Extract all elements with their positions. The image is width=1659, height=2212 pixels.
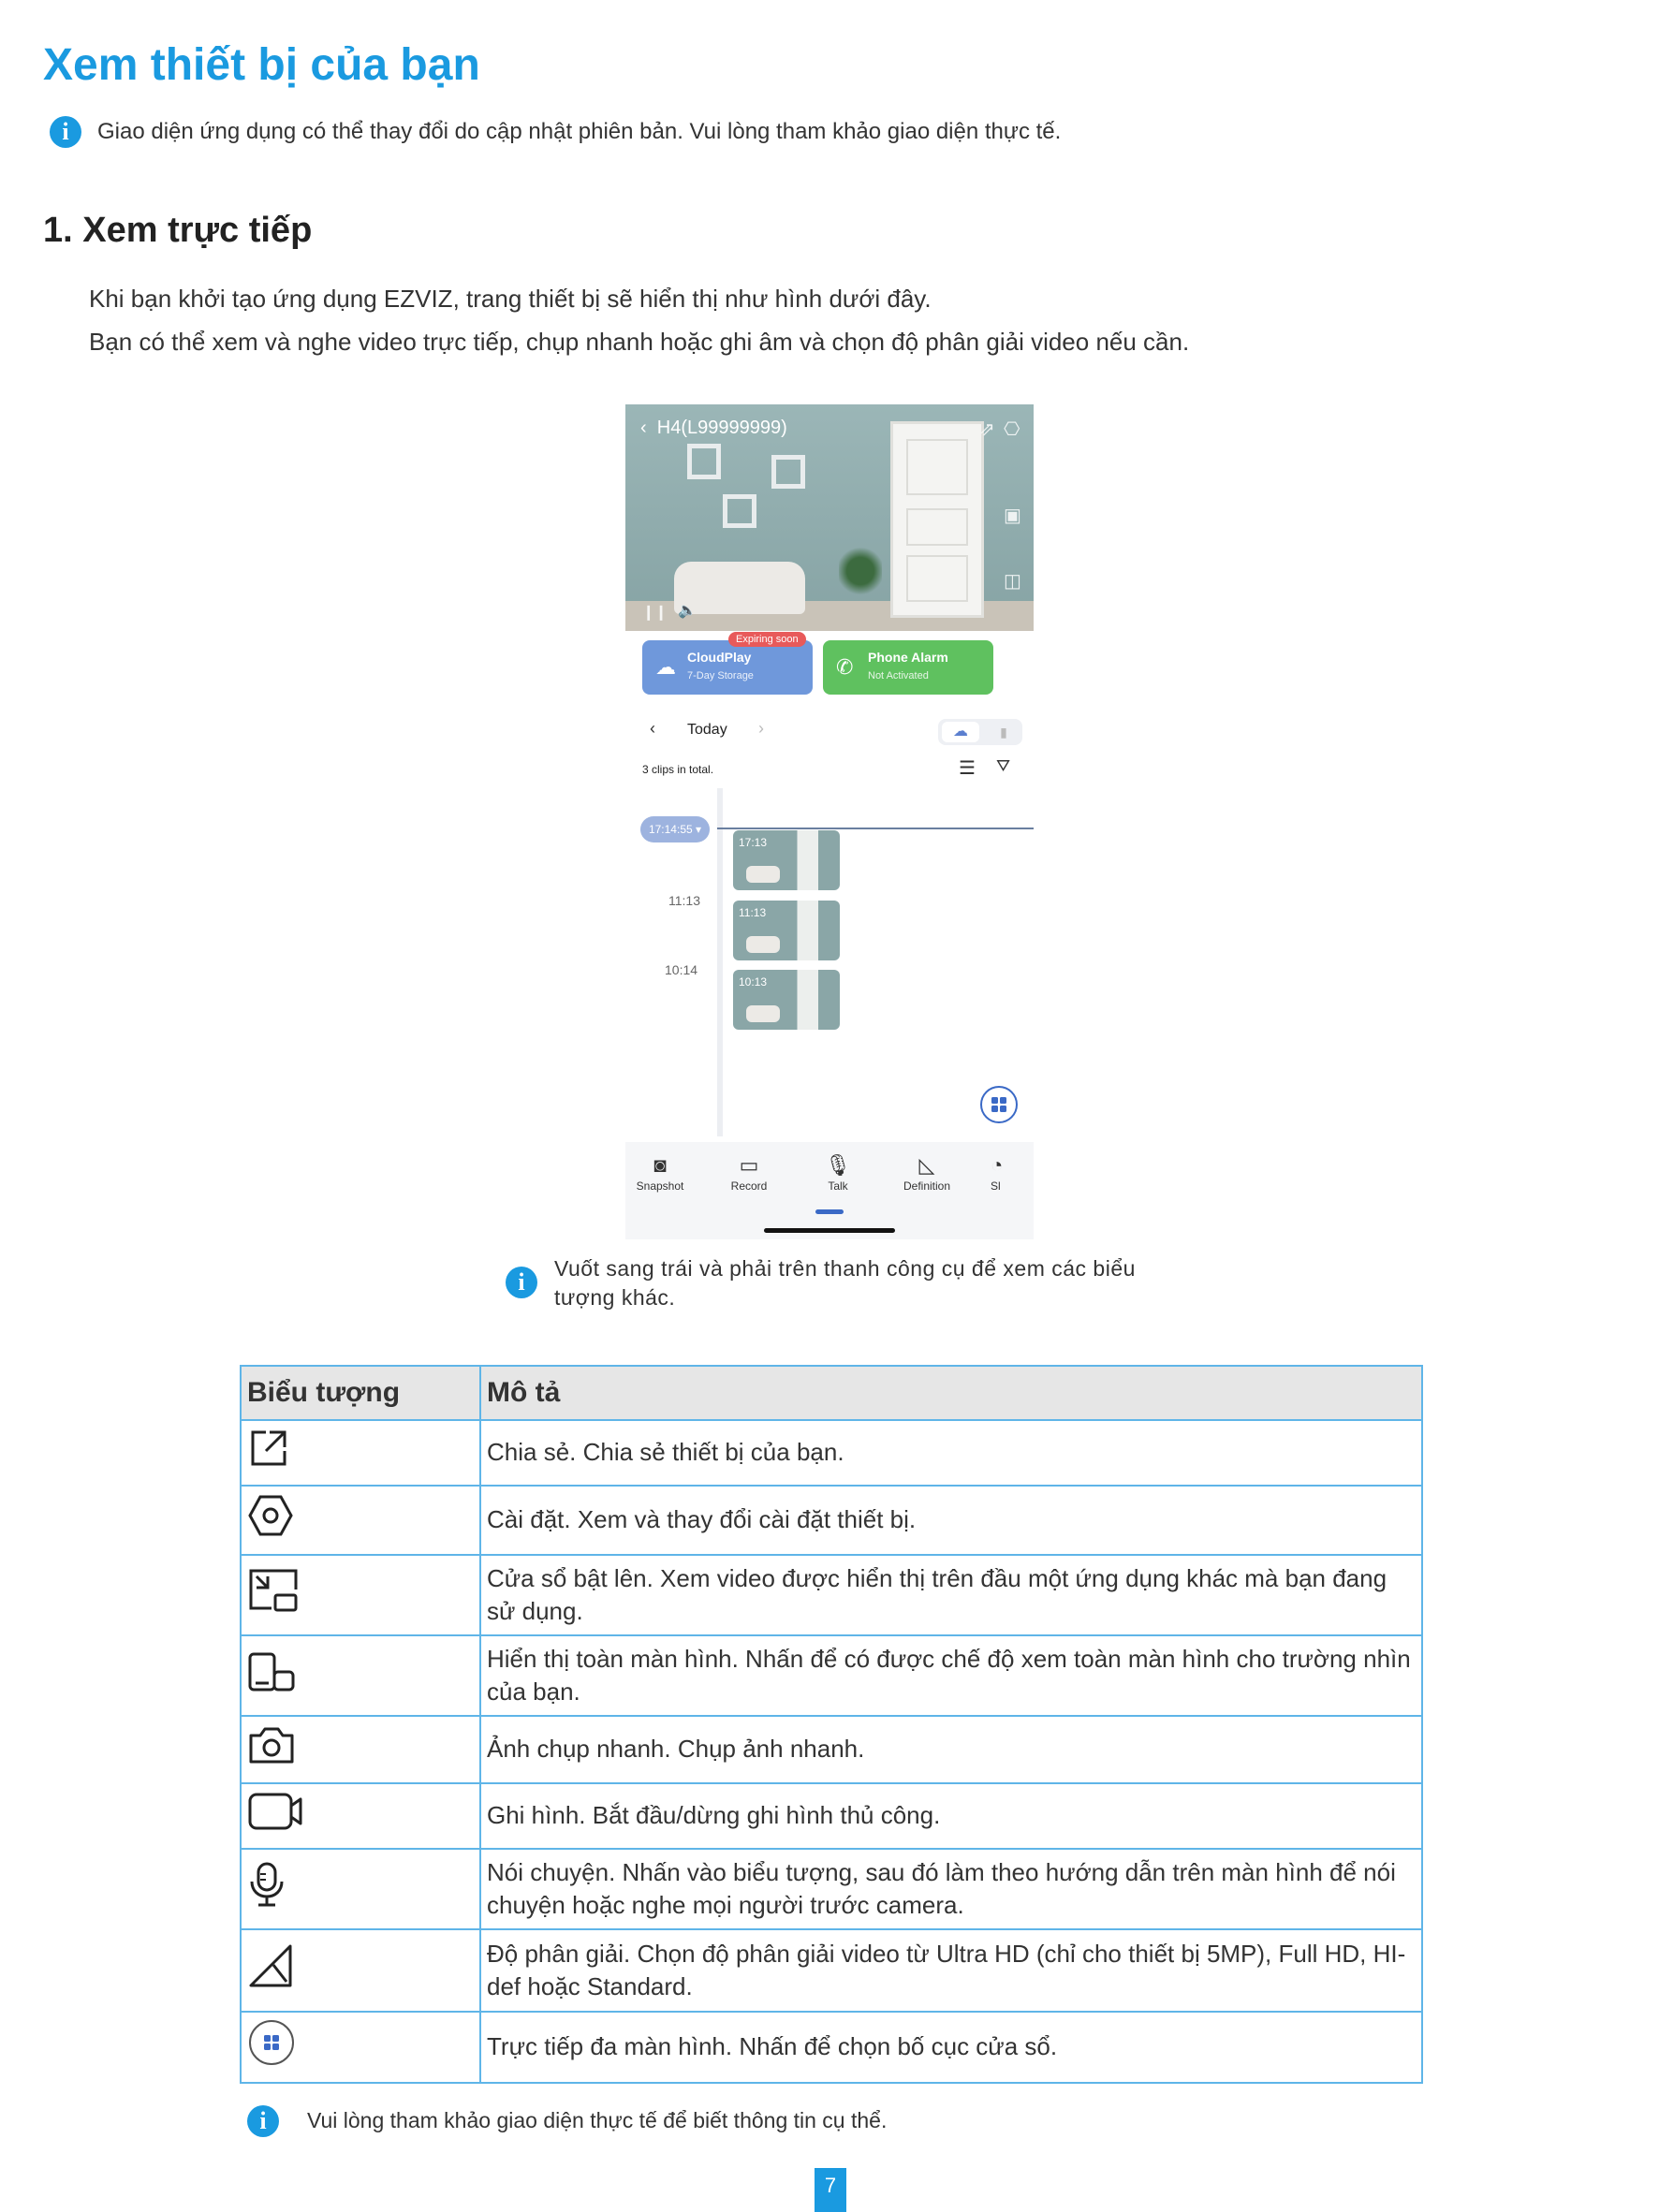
- cloudplay-title: CloudPlay: [687, 650, 752, 665]
- table-row: [241, 1929, 1422, 2012]
- table-row: [241, 1420, 1422, 1486]
- time-label: 11:13: [668, 893, 700, 908]
- settings-icon[interactable]: ⎔: [1004, 419, 1020, 440]
- phone-alarm-card[interactable]: [823, 640, 993, 695]
- door-image: [890, 421, 984, 618]
- prev-day-icon[interactable]: ‹: [650, 719, 655, 738]
- clip-thumbnail[interactable]: [733, 830, 840, 890]
- info-icon: i: [506, 1267, 537, 1298]
- row-desc: Độ phân giải. Chọn độ phân giải video từ Ultra HD (chỉ cho thiết bị 5MP), Full HD, HI-def hoặc Standard.: [480, 1929, 1422, 2012]
- list-icon[interactable]: ☰: [959, 758, 976, 779]
- section-heading: 1. Xem trực tiếp: [43, 211, 313, 250]
- popup-window-icon[interactable]: ▣: [1004, 505, 1021, 526]
- definition-icon: [247, 1942, 296, 1989]
- record-icon: [247, 1791, 305, 1832]
- cloudplay-card[interactable]: [642, 640, 813, 695]
- sd-card-icon[interactable]: ▮: [1000, 725, 1007, 740]
- alarm-title: Phone Alarm: [868, 650, 948, 665]
- fullscreen-icon[interactable]: ◫: [1004, 571, 1021, 592]
- expiring-badge: Expiring soon: [728, 632, 806, 647]
- volume-icon[interactable]: 🔈: [678, 603, 697, 619]
- snapshot-button[interactable]: ◙ Snapshot: [625, 1151, 702, 1193]
- talk-button[interactable]: 🎙 Talk: [796, 1151, 880, 1193]
- row-desc: Hiển thị toàn màn hình. Nhấn để có được chế độ xem toàn màn hình cho trường nhìn của bạn.: [480, 1635, 1422, 1716]
- section-para-2: Bạn có thể xem và nghe video trực tiếp, chụp nhanh hoặc ghi âm và chọn độ phân giải video nếu cần.: [89, 328, 1190, 356]
- popup-window-icon: [247, 1567, 300, 1614]
- pause-icon[interactable]: ❙❙: [642, 605, 668, 621]
- timeline-cursor: [717, 828, 1034, 829]
- alarm-sub: Not Activated: [868, 670, 929, 681]
- row-desc: Chia sẻ. Chia sẻ thiết bị của bạn.: [480, 1420, 1422, 1486]
- microphone-icon: [247, 1861, 286, 1908]
- fullscreen-icon: [247, 1649, 296, 1692]
- device-title[interactable]: ‹ H4(L99999999): [640, 417, 787, 438]
- camera-icon: [247, 1724, 296, 1765]
- page-number: 7: [815, 2168, 846, 2212]
- row-desc: Trực tiếp đa màn hình. Nhấn để chọn bố cục cửa sổ.: [480, 2012, 1422, 2083]
- home-indicator: [764, 1228, 895, 1233]
- cloudplay-sub: 7-Day Storage: [687, 670, 754, 681]
- row-desc: Nói chuyện. Nhấn vào biểu tượng, sau đó làm theo hướng dẫn trên màn hình để nói chuyện hoặc nghe mọi người trước camera.: [480, 1849, 1422, 1929]
- row-desc: Cài đặt. Xem và thay đổi cài đặt thiết bị.: [480, 1486, 1422, 1555]
- filter-icon[interactable]: ⛛: [996, 756, 1011, 775]
- top-note: Giao diện ứng dụng có thể thay đổi do cập nhật phiên bản. Vui lòng tham khảo giao diện thực tế.: [97, 119, 1062, 144]
- timeline-track[interactable]: [717, 788, 723, 1136]
- icon-table: [240, 1365, 1423, 2084]
- camera-icon: ◙: [653, 1153, 667, 1177]
- info-icon: i: [247, 2105, 279, 2137]
- sleep-icon: ◔: [991, 1153, 1004, 1177]
- swipe-note: Vuốt sang trái và phải trên thanh công cụ để xem các biểu tượng khác.: [554, 1256, 1136, 1311]
- record-button[interactable]: ▭ Record: [707, 1151, 791, 1193]
- current-time: 17:14:55 ▾: [640, 816, 710, 842]
- app-screenshot: [625, 404, 1034, 1239]
- definition-icon: ◺: [918, 1153, 935, 1177]
- date-label[interactable]: Today: [687, 722, 727, 738]
- storage-toggle[interactable]: [938, 719, 1022, 745]
- next-day-icon[interactable]: ›: [758, 719, 764, 738]
- clip-time: 10:13: [739, 975, 768, 989]
- definition-button[interactable]: ◺ Definition: [885, 1151, 969, 1193]
- table-row: [241, 1783, 1422, 1849]
- share-icon: [247, 1427, 290, 1470]
- clip-time: 11:13: [739, 906, 767, 919]
- col-icon-header: Biểu tượng: [241, 1366, 480, 1420]
- bottom-toolbar[interactable]: [625, 1142, 1034, 1239]
- row-desc: Cửa sổ bật lên. Xem video được hiển thị trên đầu một ứng dụng khác mà bạn đang sử dụng.: [480, 1555, 1422, 1635]
- live-view[interactable]: [625, 404, 1034, 631]
- phone-icon: ✆: [836, 655, 854, 679]
- col-desc-header: Mô tả: [480, 1366, 1422, 1420]
- table-row: [241, 1486, 1422, 1555]
- row-desc: Ghi hình. Bắt đầu/dừng ghi hình thủ công.: [480, 1783, 1422, 1849]
- cloud-upload-icon: ☁: [655, 655, 676, 679]
- table-row: [241, 2012, 1422, 2083]
- table-row: [241, 1555, 1422, 1635]
- share-icon[interactable]: ⇗: [979, 419, 995, 440]
- table-row: [241, 1716, 1422, 1783]
- section-para-1: Khi bạn khởi tạo ứng dụng EZVIZ, trang thiết bị sẽ hiển thị như hình dưới đây.: [89, 285, 932, 313]
- multi-screen-button[interactable]: [980, 1086, 1018, 1123]
- info-icon: i: [50, 116, 81, 148]
- row-desc: Ảnh chụp nhanh. Chụp ảnh nhanh.: [480, 1716, 1422, 1783]
- toolbar-scroll-indicator: [815, 1209, 844, 1214]
- table-row: [241, 1849, 1422, 1929]
- microphone-icon: 🎙: [825, 1153, 851, 1177]
- cloud-icon[interactable]: ☁: [942, 722, 979, 742]
- sleep-button[interactable]: ◔ Sl: [974, 1151, 1034, 1193]
- time-label: 10:14: [665, 962, 698, 977]
- multi-screen-icon: [991, 1096, 1007, 1113]
- settings-icon: [247, 1494, 294, 1537]
- clip-thumbnail[interactable]: [733, 970, 840, 1030]
- clips-count: 3 clips in total.: [642, 763, 714, 776]
- table-header: [241, 1366, 1422, 1420]
- multi-screen-icon: [247, 2018, 296, 2067]
- clip-thumbnail[interactable]: [733, 901, 840, 960]
- page-title: Xem thiết bị của bạn: [43, 40, 480, 90]
- bottom-note: Vui lòng tham khảo giao diện thực tế để biết thông tin cụ thể.: [307, 2108, 888, 2132]
- clip-time: 17:13: [739, 836, 768, 849]
- plant-image: [839, 545, 882, 597]
- date-selector: [625, 713, 1034, 747]
- table-row: [241, 1635, 1422, 1716]
- record-icon: ▭: [739, 1153, 759, 1177]
